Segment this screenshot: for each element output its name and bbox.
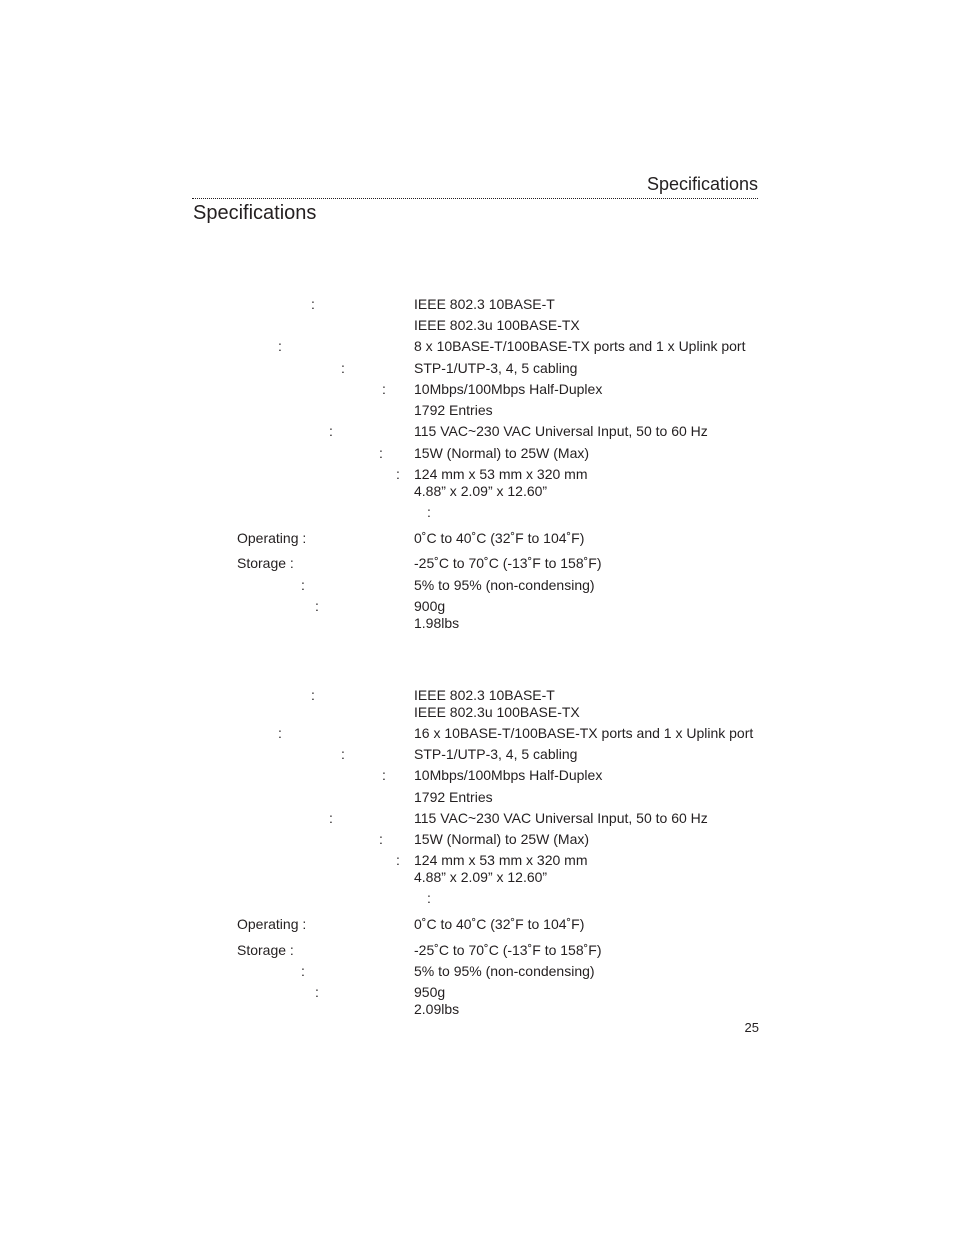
spec-value: 0˚C to 40˚C (32˚F to 104˚F) — [414, 530, 585, 546]
spec-value: 115 VAC~230 VAC Universal Input, 50 to 60 Hz — [414, 810, 708, 826]
spec-value: 124 mm x 53 mm x 320 mm — [414, 466, 588, 482]
spec-value: 15W (Normal) to 25W (Max) — [414, 831, 590, 847]
spec-label: : — [301, 963, 305, 979]
spec-label: : — [278, 338, 282, 354]
spec-label: Storage : — [237, 555, 294, 571]
spec-label: : — [396, 852, 400, 868]
spec-label: : — [278, 725, 282, 741]
spec-value: 950g — [414, 984, 446, 1000]
spec-value: STP-1/UTP-3, 4, 5 cabling — [414, 746, 578, 762]
spec-label: : — [379, 831, 383, 847]
spec-label: Storage : — [237, 942, 294, 958]
spec-value: 8 x 10BASE-T/100BASE-TX ports and 1 x Uplink port — [414, 338, 746, 354]
spec-value: IEEE 802.3u 100BASE-TX — [414, 704, 580, 720]
spec-value: 16 x 10BASE-T/100BASE-TX ports and 1 x Uplink port — [414, 725, 754, 741]
spec-label: Operating : — [237, 916, 307, 932]
spec-label: : — [311, 687, 315, 703]
spec-value: 124 mm x 53 mm x 320 mm — [414, 852, 588, 868]
spec-value: 1792 Entries — [414, 789, 493, 805]
spec-value: 2.09lbs — [414, 1001, 460, 1017]
spec-value: IEEE 802.3 10BASE-T — [414, 296, 555, 312]
spec-value: 0˚C to 40˚C (32˚F to 104˚F) — [414, 916, 585, 932]
spec-label: : — [315, 984, 319, 1000]
spec-value: STP-1/UTP-3, 4, 5 cabling — [414, 360, 578, 376]
spec-value: -25˚C to 70˚C (-13˚F to 158˚F) — [414, 555, 602, 571]
section-title: Specifications — [193, 202, 317, 224]
spec-label: : — [329, 810, 333, 826]
spec-label: : — [382, 767, 386, 783]
spec-label: Operating : — [237, 530, 307, 546]
spec-label: : — [427, 890, 431, 906]
page-number: 25 — [744, 1020, 759, 1035]
spec-value: 15W (Normal) to 25W (Max) — [414, 445, 590, 461]
spec-value: 1792 Entries — [414, 402, 493, 418]
header-dotted-rule — [192, 198, 758, 199]
spec-value: 115 VAC~230 VAC Universal Input, 50 to 60 Hz — [414, 423, 708, 439]
spec-label: : — [382, 381, 386, 397]
spec-value: 4.88” x 2.09” x 12.60” — [414, 869, 548, 885]
spec-label: : — [341, 746, 345, 762]
spec-value: 900g — [414, 598, 446, 614]
running-header-title: Specifications — [646, 174, 758, 194]
spec-value: 1.98lbs — [414, 615, 460, 631]
spec-value: -25˚C to 70˚C (-13˚F to 158˚F) — [414, 942, 602, 958]
spec-label: : — [311, 296, 315, 312]
spec-label: : — [379, 445, 383, 461]
spec-value: IEEE 802.3u 100BASE-TX — [414, 317, 580, 333]
spec-value: 10Mbps/100Mbps Half-Duplex — [414, 381, 603, 397]
spec-value: 5% to 95% (non-condensing) — [414, 577, 595, 593]
spec-value: IEEE 802.3 10BASE-T — [414, 687, 555, 703]
spec-value: 4.88” x 2.09” x 12.60” — [414, 483, 548, 499]
spec-label: : — [427, 504, 431, 520]
spec-value: 10Mbps/100Mbps Half-Duplex — [414, 767, 603, 783]
spec-label: : — [301, 577, 305, 593]
spec-label: : — [329, 423, 333, 439]
spec-label: : — [341, 360, 345, 376]
spec-label: : — [396, 466, 400, 482]
spec-value: 5% to 95% (non-condensing) — [414, 963, 595, 979]
spec-label: : — [315, 598, 319, 614]
